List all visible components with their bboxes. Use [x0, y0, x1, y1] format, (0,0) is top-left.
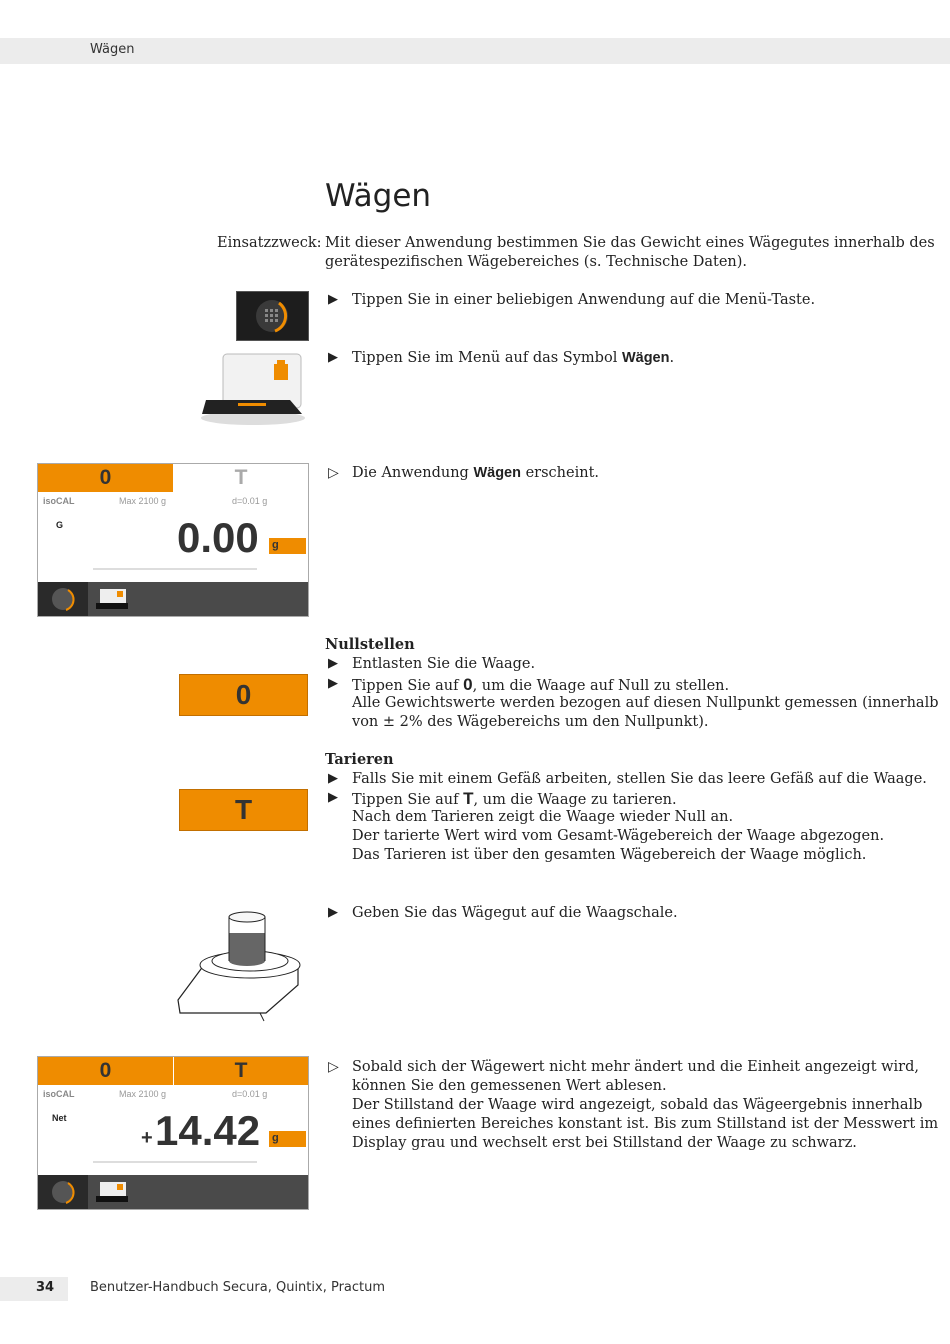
- menu-key[interactable]: [38, 1175, 88, 1209]
- progress-bar: [93, 568, 257, 570]
- max-label: Max 2100 g: [119, 496, 167, 506]
- weighing-app-icon[interactable]: [92, 1178, 132, 1206]
- max-label: Max 2100 g: [119, 1089, 167, 1099]
- result-bullet: ▷: [328, 1059, 339, 1075]
- purpose-text-1: Mit dieser Anwendung bestimmen Sie das Gewicht eines Wägegutes innerhalb des: [325, 235, 935, 251]
- step-symbol: Tippen Sie im Menü auf das Symbol Wägen.: [352, 350, 675, 366]
- result-bullet: ▷: [328, 465, 339, 481]
- result-text-4: eines definierten Bereiches konstant ist. Bis zum Stillstand ist der Messwert im: [352, 1116, 939, 1132]
- zero-button[interactable]: 0: [38, 464, 173, 492]
- tarieren-text-3: Das Tarieren ist über den gesamten Wägebereich der Waage möglich.: [352, 847, 867, 863]
- menu-grid-icon: [237, 292, 308, 340]
- tarieren-step-1: Falls Sie mit einem Gefäß arbeiten, stellen Sie das leere Gefäß auf die Waage.: [352, 771, 927, 787]
- result-text-2: können Sie den gemessenen Wert ablesen.: [352, 1078, 667, 1094]
- arrow-bullet: ▶: [328, 292, 338, 307]
- menu-grid-icon: [38, 1175, 88, 1209]
- scale-icon: [198, 348, 308, 426]
- nullstellen-step-2: Tippen Sie auf 0, um die Waage auf Null zu stellen.: [352, 675, 730, 694]
- unit-box: g: [269, 538, 306, 554]
- isocal-label: isoCAL: [43, 496, 75, 506]
- step-place: Geben Sie das Wägegut auf die Waagschale.: [352, 905, 678, 921]
- weighing-screen-2: [37, 1056, 309, 1210]
- unit-box: g: [269, 1131, 306, 1147]
- resolution-label: d=0.01 g: [232, 1089, 268, 1099]
- page-header: [0, 38, 950, 64]
- sign-label: +: [141, 1127, 153, 1149]
- page-title: Wägen: [325, 178, 432, 214]
- weighing-symbol-image: [198, 348, 308, 426]
- nullstellen-title: Nullstellen: [325, 636, 415, 653]
- header-title: Wägen: [90, 42, 135, 57]
- tarieren-step-2: Tippen Sie auf T, um die Waage zu tarieren.: [352, 789, 677, 808]
- menu-key-image: [236, 291, 309, 341]
- bottom-bar: [38, 1175, 308, 1209]
- page-number-box: [0, 1277, 68, 1301]
- arrow-bullet: ▶: [328, 905, 338, 920]
- arrow-bullet: ▶: [328, 676, 338, 691]
- mode-label: Net: [52, 1113, 67, 1123]
- zero-button-large[interactable]: 0: [179, 674, 308, 716]
- weight-value: 14.42: [155, 1107, 261, 1154]
- tarieren-title: Tarieren: [325, 751, 394, 768]
- arrow-bullet: ▶: [328, 350, 338, 365]
- balance-illustration: [176, 905, 306, 1027]
- nullstellen-text-1: Alle Gewichtswerte werden bezogen auf diesen Nullpunkt gemessen (innerhalb: [352, 695, 939, 711]
- arrow-bullet: ▶: [328, 771, 338, 786]
- tare-button[interactable]: T: [174, 1057, 308, 1085]
- result-text-1: Sobald sich der Wägewert nicht mehr ändert und die Einheit angezeigt wird,: [352, 1059, 920, 1075]
- tare-button-large[interactable]: T: [179, 789, 308, 831]
- tare-button[interactable]: T: [234, 466, 248, 489]
- weighing-app-icon[interactable]: [92, 585, 132, 613]
- purpose-label: Einsatzzweck:: [217, 235, 322, 251]
- arrow-bullet: ▶: [328, 790, 338, 805]
- tarieren-text-2: Der tarierte Wert wird vom Gesamt-Wägebereich der Waage abgezogen.: [352, 828, 885, 844]
- scale-icon: [92, 585, 132, 613]
- step-appears: Die Anwendung Wägen erscheint.: [352, 465, 599, 481]
- weighing-screen-1: [37, 463, 309, 617]
- purpose-text-2: gerätespezifischen Wägebereiches (s. Technische Daten).: [325, 254, 748, 270]
- page-number: 34: [36, 1280, 55, 1295]
- nullstellen-step-1: Entlasten Sie die Waage.: [352, 656, 536, 672]
- step-menu: Tippen Sie in einer beliebigen Anwendung auf die Menü-Taste.: [352, 292, 816, 308]
- zero-button[interactable]: 0: [38, 1057, 173, 1085]
- scale-icon: [92, 1178, 132, 1206]
- menu-grid-icon: [38, 582, 88, 616]
- arrow-bullet: ▶: [328, 656, 338, 671]
- isocal-label: isoCAL: [43, 1089, 75, 1099]
- resolution-label: d=0.01 g: [232, 496, 268, 506]
- result-text-3: Der Stillstand der Waage wird angezeigt, sobald das Wägeergebnis innerhalb: [352, 1097, 923, 1113]
- balance-with-container-icon: [176, 905, 306, 1027]
- result-text-5: Display grau und wechselt erst bei Stillstand der Waage zu schwarz.: [352, 1135, 857, 1151]
- footer-text: Benutzer-Handbuch Secura, Quintix, Practum: [90, 1280, 386, 1295]
- tarieren-text-1: Nach dem Tarieren zeigt die Waage wieder Null an.: [352, 809, 734, 825]
- bottom-bar: [38, 582, 308, 616]
- menu-key[interactable]: [38, 582, 88, 616]
- weight-value: 0.00: [177, 514, 259, 561]
- nullstellen-text-2: von ± 2% des Wägebereichs um den Nullpunkt).: [352, 714, 709, 730]
- progress-bar: [93, 1161, 257, 1163]
- mode-label: G: [56, 520, 64, 530]
